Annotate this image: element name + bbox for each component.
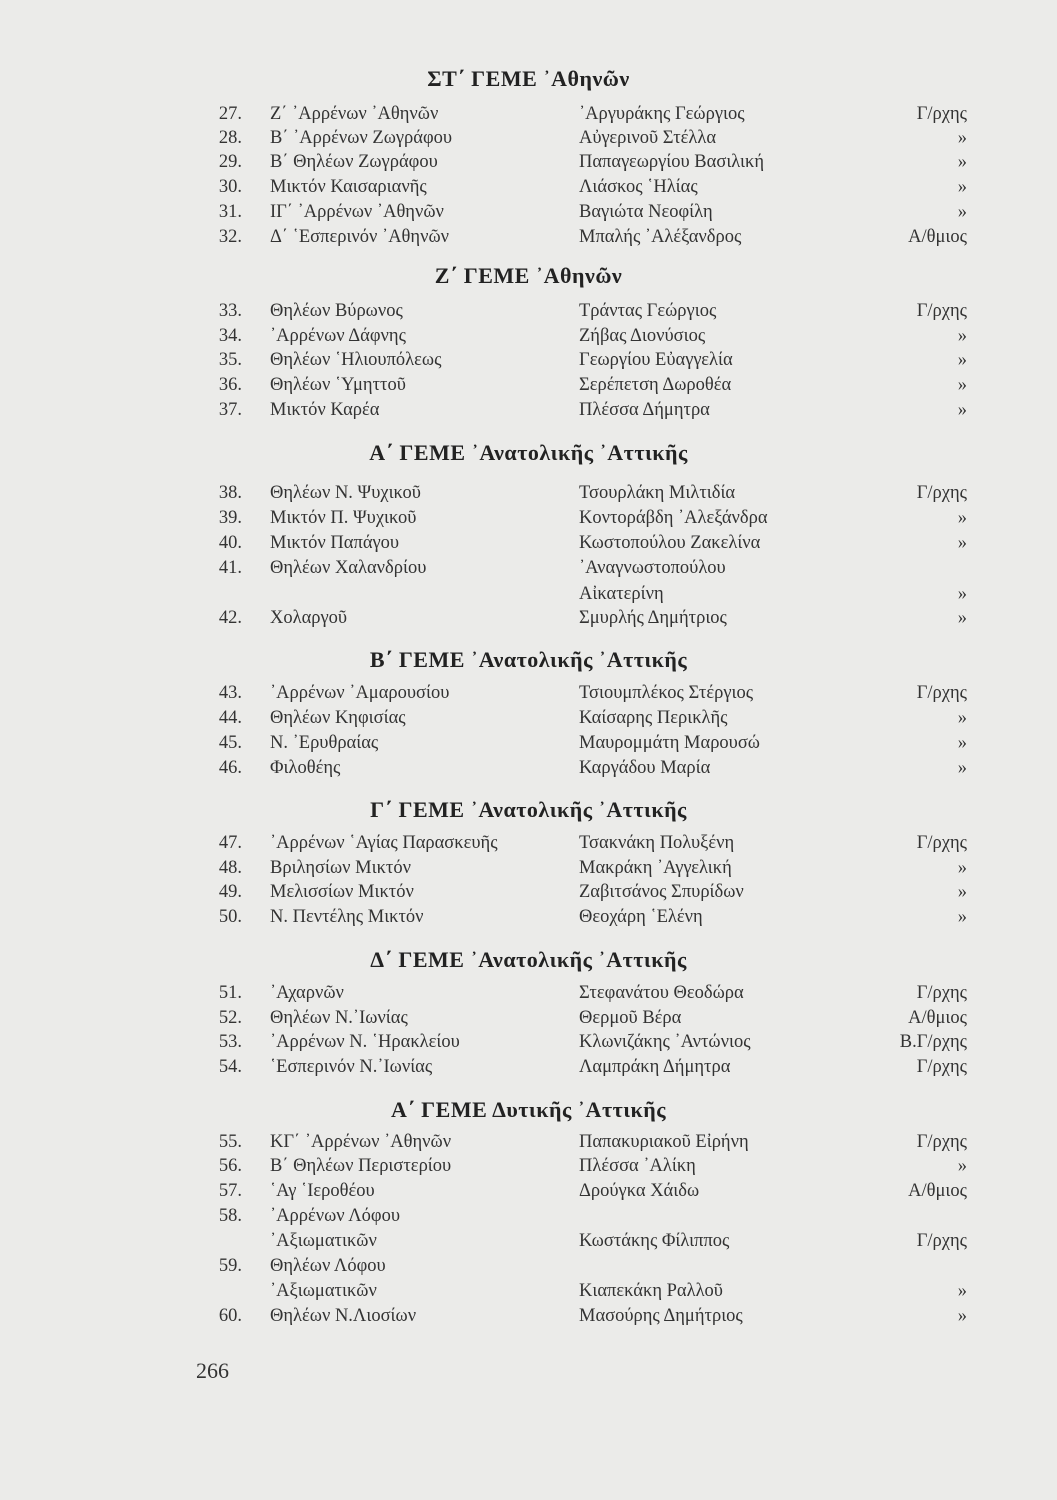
person-name: Λιάσκος ῾Ηλίας [579, 177, 698, 197]
table-row [0, 1306, 1057, 1330]
school-name: Θηλέων Κηφισίας [270, 708, 406, 728]
row-number: 46. [218, 758, 242, 778]
table-row [0, 983, 1057, 1007]
table-row [0, 858, 1057, 882]
table-row [0, 558, 1057, 582]
section-title: Β΄ ΓΕΜΕ ᾿Ανατολικῆς ᾿Αττικῆς [369, 647, 688, 672]
row-number: 57. [218, 1181, 242, 1201]
person-title: » [957, 907, 967, 927]
school-name: ῾Εσπερινόν Ν.᾿Ιωνίας [270, 1057, 433, 1077]
person-title: Γ/ρχης [916, 1057, 967, 1077]
person-name: Στεφανάτου Θεοδώρα [579, 983, 744, 1003]
row-number: 32. [218, 227, 242, 247]
person-title: » [957, 758, 967, 778]
row-number: 28. [218, 128, 242, 148]
school-name: Δ΄ ῾Εσπερινόν ᾿Αθηνῶν [270, 227, 450, 247]
school-name: ᾿Αχαρνῶν [270, 983, 344, 1003]
person-name: Ζαβιτσάνος Σπυρίδων [579, 882, 744, 902]
school-name: Θηλέων Ν. Ψυχικοῦ [270, 483, 421, 503]
row-number: 52. [218, 1008, 242, 1028]
person-name: Θερμοῦ Βέρα [579, 1008, 682, 1028]
school-name: ᾿Αρρένων Ν. ῾Ηρακλείου [270, 1032, 460, 1052]
row-number: 30. [218, 177, 242, 197]
row-number: 37. [218, 400, 242, 420]
table-row [0, 907, 1057, 931]
person-title: Γ/ρχης [916, 483, 967, 503]
person-title: » [957, 326, 967, 346]
table-row [0, 1032, 1057, 1056]
section-title: Ζ΄ ΓΕΜΕ ᾿Αθηνῶν [434, 263, 623, 288]
row-number: 56. [218, 1156, 242, 1176]
person-title: » [957, 858, 967, 878]
row-number: 27. [218, 104, 242, 124]
person-name: Μακράκη ᾿Αγγελική [579, 858, 732, 878]
table-row [0, 1281, 1057, 1305]
person-name: Κωστοπούλου Ζακελίνα [579, 533, 761, 553]
person-title: » [957, 1306, 967, 1326]
row-number: 50. [218, 907, 242, 927]
person-name: Τσουρλάκη Μιλτιδία [579, 483, 736, 503]
person-name: Πλέσσα Δήμητρα [579, 400, 710, 420]
school-name: Βριλησίων Μικτόν [270, 858, 411, 878]
table-row [0, 608, 1057, 632]
school-name: ᾿Αξιωματικῶν [270, 1281, 377, 1301]
person-title: » [957, 584, 967, 604]
person-name: Μασούρης Δημήτριος [579, 1306, 743, 1326]
table-row [0, 202, 1057, 226]
person-name: Τσιουμπλέκος Στέργιος [579, 683, 754, 703]
page-number: 266 [196, 1358, 229, 1383]
person-name: Παπαγεωργίου Βασιλική [579, 152, 765, 172]
row-number: 59. [218, 1256, 242, 1276]
table-row [0, 1156, 1057, 1180]
person-title: Γ/ρχης [916, 683, 967, 703]
person-name: Σερέπετση Δωροθέα [579, 375, 732, 395]
table-row [0, 1231, 1057, 1255]
person-title: Γ/ρχης [916, 1231, 967, 1251]
row-number: 49. [218, 882, 242, 902]
person-title: » [957, 733, 967, 753]
person-name: Αὐγερινοῦ Στέλλα [579, 128, 717, 148]
row-number: 58. [218, 1206, 242, 1226]
person-title: » [957, 508, 967, 528]
table-row [0, 508, 1057, 532]
table-row [0, 104, 1057, 128]
row-number: 39. [218, 508, 242, 528]
person-name: ᾿Αναγνωστοπούλου [579, 558, 726, 578]
person-title: Α/θμιος [908, 1181, 967, 1201]
school-name: Β΄ Θηλέων Ζωγράφου [270, 152, 438, 172]
school-name: Θηλέων Λόφου [270, 1256, 386, 1276]
school-name: ᾿Αρρένων ᾿Αμαρουσίου [270, 683, 450, 703]
row-number: 35. [218, 350, 242, 370]
person-title: » [957, 350, 967, 370]
row-number: 43. [218, 683, 242, 703]
person-name: Κοντοράβδη ᾿Αλεξάνδρα [579, 508, 768, 528]
school-name: Μικτόν Παπάγου [270, 533, 400, 553]
row-number: 53. [218, 1032, 242, 1052]
person-title: » [957, 882, 967, 902]
row-number: 40. [218, 533, 242, 553]
row-number: 36. [218, 375, 242, 395]
section-title: Γ΄ ΓΕΜΕ ᾿Ανατολικῆς ᾿Αττικῆς [370, 797, 687, 822]
school-name: Χολαργοῦ [270, 608, 348, 628]
table-row [0, 326, 1057, 350]
person-name: Πλέσσα ᾿Αλίκη [579, 1156, 696, 1176]
school-name: Ζ΄ ᾿Αρρένων ᾿Αθηνῶν [270, 104, 439, 124]
school-name: Β΄ Θηλέων Περιστερίου [270, 1156, 452, 1176]
table-row [0, 375, 1057, 399]
person-name: Μπαλής ᾿Αλέξανδρος [579, 227, 742, 247]
person-title: » [957, 128, 967, 148]
person-title: » [957, 1281, 967, 1301]
person-name: Αἰκατερίνη [579, 584, 664, 604]
school-name: Μελισσίων Μικτόν [270, 882, 414, 902]
person-name: Θεοχάρη ῾Ελένη [579, 907, 703, 927]
person-title: » [957, 375, 967, 395]
person-title: » [957, 177, 967, 197]
table-row [0, 128, 1057, 152]
school-name: ᾿Αρρένων Δάφνης [270, 326, 406, 346]
person-title: » [957, 400, 967, 420]
table-row [0, 1181, 1057, 1205]
table-row [0, 1206, 1057, 1230]
table-row [0, 1008, 1057, 1032]
school-name: Μικτόν Καισαριανῆς [270, 177, 427, 197]
table-row [0, 733, 1057, 757]
person-name: Καργάδου Μαρία [579, 758, 711, 778]
person-name: Τσακνάκη Πολυξένη [579, 833, 735, 853]
person-title: Γ/ρχης [916, 301, 967, 321]
section-title: Α΄ ΓΕΜΕ ᾿Ανατολικῆς ᾿Αττικῆς [369, 440, 688, 465]
school-name: Ν. ᾿Ερυθραίας [270, 733, 379, 753]
school-name: Θηλέων Ν.Λιοσίων [270, 1306, 417, 1326]
school-name: ᾿Αρρένων Λόφου [270, 1206, 401, 1226]
person-name: ᾿Αργυράκης Γεώργιος [579, 104, 745, 124]
person-name: Γεωργίου Εὐαγγελία [579, 350, 733, 370]
row-number: 44. [218, 708, 242, 728]
person-name: Λαμπράκη Δήμητρα [579, 1057, 731, 1077]
person-title: Γ/ρχης [916, 983, 967, 1003]
person-title: » [957, 152, 967, 172]
table-row [0, 1057, 1057, 1081]
row-number: 54. [218, 1057, 242, 1077]
table-row [0, 301, 1057, 325]
row-number: 45. [218, 733, 242, 753]
table-row [0, 758, 1057, 782]
school-name: Ν. Πεντέλης Μικτόν [270, 907, 424, 927]
row-number: 47. [218, 833, 242, 853]
person-name: Κωστάκης Φίλιππος [579, 1231, 730, 1251]
table-row [0, 683, 1057, 707]
table-row [0, 350, 1057, 374]
school-name: Μικτόν Καρέα [270, 400, 380, 420]
person-title: » [957, 533, 967, 553]
table-row [0, 177, 1057, 201]
section-title: ΣΤ΄ ΓΕΜΕ ᾿Αθηνῶν [427, 66, 630, 91]
school-name: ᾿Αξιωματικῶν [270, 1231, 377, 1251]
row-number: 41. [218, 558, 242, 578]
row-number: 29. [218, 152, 242, 172]
row-number: 48. [218, 858, 242, 878]
school-name: Θηλέων Βύρωνος [270, 301, 403, 321]
school-name: Μικτόν Π. Ψυχικοῦ [270, 508, 417, 528]
person-name: Δρούγκα Χάιδω [579, 1181, 700, 1201]
person-name: Βαγιώτα Νεοφίλη [579, 202, 713, 222]
person-name: Παπακυριακοῦ Εἰρήνη [579, 1132, 749, 1152]
row-number: 38. [218, 483, 242, 503]
person-title: Γ/ρχης [916, 833, 967, 853]
person-name: Τράντας Γεώργιος [579, 301, 717, 321]
school-name: ῾Αγ ῾Ιεροθέου [270, 1181, 375, 1201]
row-number: 31. [218, 202, 242, 222]
person-title: » [957, 1156, 967, 1176]
person-title: Α/θμιος [908, 227, 967, 247]
table-row [0, 483, 1057, 507]
person-name: Ζήβας Διονύσιος [579, 326, 706, 346]
table-row [0, 533, 1057, 557]
table-row [0, 584, 1057, 608]
person-title: » [957, 202, 967, 222]
school-name: Θηλέων ῾Υμηττοῦ [270, 375, 406, 395]
table-row [0, 227, 1057, 251]
section-title: Α΄ ΓΕΜΕ Δυτικῆς ᾿Αττικῆς [390, 1097, 667, 1122]
person-name: Σμυρλής Δημήτριος [579, 608, 727, 628]
row-number: 33. [218, 301, 242, 321]
row-number: 51. [218, 983, 242, 1003]
school-name: Φιλοθέης [270, 758, 341, 778]
table-row [0, 882, 1057, 906]
table-row [0, 708, 1057, 732]
row-number: 55. [218, 1132, 242, 1152]
school-name: Θηλέων Ν.᾿Ιωνίας [270, 1008, 408, 1028]
school-name: Β΄ ᾿Αρρένων Ζωγράφου [270, 128, 453, 148]
person-title: » [957, 608, 967, 628]
table-row [0, 1256, 1057, 1280]
person-name: Μαυρομμάτη Μαρουσώ [579, 733, 760, 753]
row-number: 60. [218, 1306, 242, 1326]
school-name: ᾿Αρρένων ῾Αγίας Παρασκευῆς [270, 833, 498, 853]
table-row [0, 400, 1057, 424]
person-title: » [957, 708, 967, 728]
row-number: 34. [218, 326, 242, 346]
person-name: Κλωνιζάκης ᾿Αντώνιος [579, 1032, 751, 1052]
person-title: Γ/ρχης [916, 1132, 967, 1152]
row-number: 42. [218, 608, 242, 628]
school-name: Θηλέων ῾Ηλιουπόλεως [270, 350, 442, 370]
person-title: Γ/ρχης [916, 104, 967, 124]
table-row [0, 152, 1057, 176]
table-row [0, 1132, 1057, 1156]
person-name: Κιαπεκάκη Ραλλοῦ [579, 1281, 723, 1301]
school-name: Θηλέων Χαλανδρίου [270, 558, 427, 578]
person-title: Β.Γ/ρχης [899, 1032, 967, 1052]
table-row [0, 833, 1057, 857]
section-title: Δ΄ ΓΕΜΕ ᾿Ανατολικῆς ᾿Αττικῆς [370, 947, 687, 972]
person-title: Α/θμιος [908, 1008, 967, 1028]
school-name: ΙΓ΄ ᾿Αρρένων ᾿Αθηνῶν [270, 202, 444, 222]
school-name: ΚΓ΄ ᾿Αρρένων ᾿Αθηνῶν [270, 1132, 452, 1152]
person-name: Καίσαρης Περικλῆς [579, 708, 728, 728]
